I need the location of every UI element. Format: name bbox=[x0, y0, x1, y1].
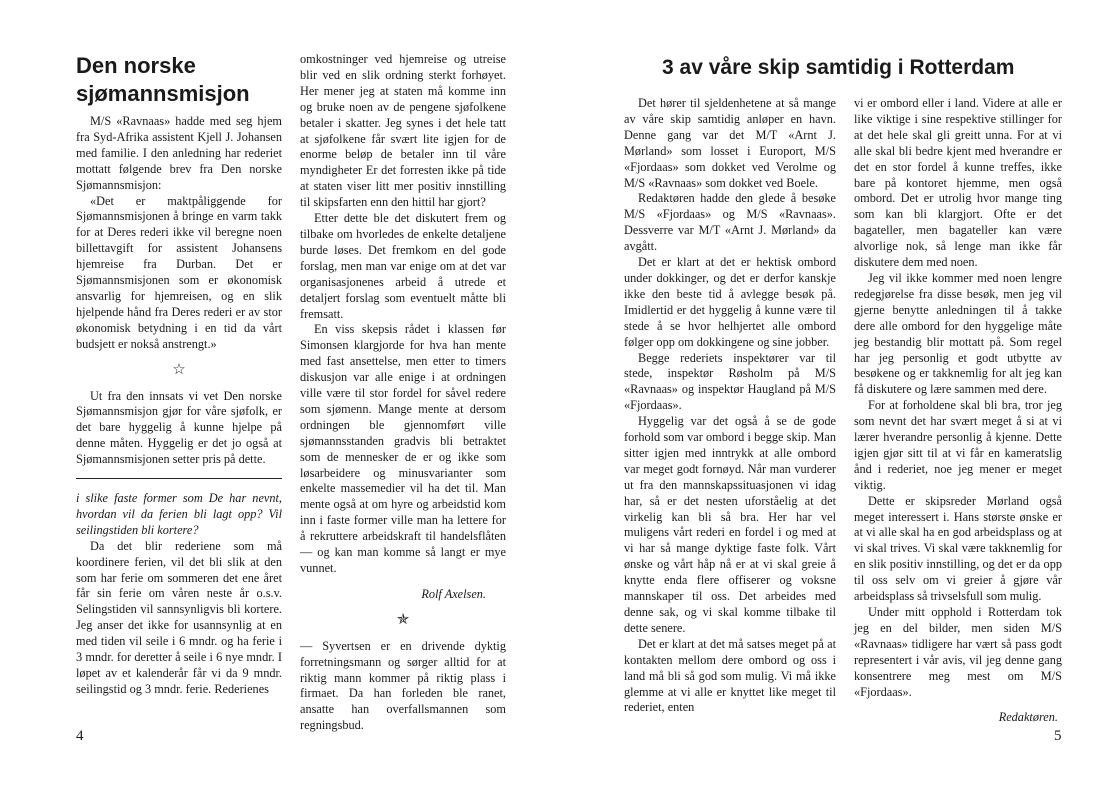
paragraph: Det er klart at det må satses meget på at kontakten mellom dere ombord og oss i land må bli så god som mulig. Vi må ikke glemme at vi alle er knyttet like meget til rederiet, enten bbox=[624, 636, 836, 715]
page-number: 4 bbox=[76, 728, 84, 744]
author-signature: Rolf Axelsen. bbox=[421, 586, 486, 601]
right-page bbox=[550, 0, 1100, 801]
paragraph: Da det blir rederiene som må koordinere ferien, vil det bli slik at den som har ferie om sommeren det ene året får sin ferie om våren neste år o.s.v. Selingstiden vil sannsynligvis bli kortere. Jeg anser det ikke for usannsynlig at en med tiden vil seile i 6 mndr. og ha ferie i 3 mndr. for deretter å seile i 6 nye mndr. I løpet av et kalenderår får vi da 9 mndr. seilingstid og 3 mndr. ferie. Rederienes bbox=[76, 538, 282, 696]
paragraph: Hyggelig var det også å se de gode forhold som var ombord i begge skip. Man sitter igjen med inntrykk at alle ombord var meget godt fornøyd. Når man vurderer ut fra den mannskapssituasjonen vi idag har, så er det nesten uforståelig at det virkelig kan bli så bra. Her har vel muligens vårt rederi en fordel i og med at vi har så mange dyktige faste folk. Vårt ønske og vårt håp nå er at vi skal greie å knytte enda flere offiserer og voksne mannskaper til oss. Det arbeides med denne sak, og vi skal komme tilbake til dette senere. bbox=[624, 414, 836, 635]
letter-quote: «Det er maktpåliggende for Sjømannsmisjonen å bringe en varm takk for at Deres rederi ikke vil beregne noen billettavgift for assistent Johansens hjemreise fra Durban. Det er Sjømannsmisjonen som er økonomisk ansvarlig for hjemreisen, og en slik hjelpende hånd fra Deres rederi er av stor økonomisk betydning i en tid da vårt budsjett er nokså anstrengt.» bbox=[76, 193, 282, 351]
star-icon: ☆ bbox=[172, 361, 186, 378]
left-column-1 bbox=[76, 114, 282, 698]
paragraph: Etter dette ble det diskutert frem og tilbake om hvorledes de enkelte detaljene burde løses. Det fremkom en del gode forslag, men man var enige om at det var organisasjonenes arbeid å utrede et detaljert forslag som eventuelt måtte bli fremsatt. bbox=[300, 211, 506, 321]
anecdote: — Syvertsen er en drivende dyktig forretningsmann og sørger alltid for at riktig mann kommer på riktig plass i firmaet. Da han forleden ble ranet, ansatte han overfallsmannen som regningsbud. bbox=[300, 638, 506, 733]
article-title-rotterdam: 3 av våre skip samtidig i Rotterdam bbox=[662, 56, 1015, 79]
right-column-2 bbox=[854, 96, 1062, 732]
page-number: 5 bbox=[1054, 728, 1062, 744]
paragraph: M/S «Ravnaas» hadde med seg hjem fra Syd-Afrika assistent Kjell J. Johansen med familie. I den anledning har rederiet mottatt følgende brev fra Den norske Sjømannsmisjon: bbox=[76, 114, 282, 192]
paragraph: Under mitt opphold i Rotterdam tok jeg en del bilder, men siden M/S «Ravnaas» tidligere har vært så pass godt representert i vår avis, vil jeg denne gang konsentrere meg mest om M/S «Fjordaas». bbox=[854, 605, 1062, 699]
paragraph: En viss skepsis rådet i klassen før Simonsen klargjorde for hva han mente med fast ansettelse, men etter to timers diskusjon var alle enige i at ordningen ville være til stor fordel for såvel redere som sjømenn. Mange mente at dersom ordningen ble gjennomført ville sjømannsstanden gradvis bli betraktet som de mennesker de er og ikke som løsarbeidere og minusvarianter som enkelte massemedier vil ha det til. Man mente også at om hyre og arbeidstid kom inn i faste former ville man ha lettere for å rekruttere arbeidskraft til handelsflåten — og kan man komme så langt er mye vunnet. bbox=[300, 322, 506, 575]
editor-signature: Redaktøren. bbox=[998, 710, 1058, 725]
paragraph: Redaktøren hadde den glede å besøke M/S «Fjordaas» og M/S «Ravnaas». Dessverre var M/T «Arnt J. Mørland» da avgått. bbox=[624, 191, 836, 254]
paragraph: Ut fra den innsats vi vet Den norske Sjømannsmisjon gjør for våre sjøfolk, er det bare hyggelig å kunne hjelpe på denne måten. Hyggelig er det jo også at Sjømannsmisjonen setter pris på dette. bbox=[76, 388, 282, 467]
paragraph: Det hører til sjeldenhetene at så mange av våre skip samtidig anløper en havn. Denne gang var det M/T «Arnt J. Mørland» som losset i Europort, M/S «Fjordaas» som dokket ved Verolme og M/S «Ravnaas» som dokket ved Boele. bbox=[624, 96, 836, 190]
paragraph: For at forholdene skal bli bra, tror jeg som nevnt det har svært meget å si at vi lærer hverandre personlig å kjenne. Dette igjen gjør sitt til at vi får en kameratslig ånd i rederiet, noe jeg mener er meget viktig. bbox=[854, 398, 1062, 492]
paragraph: Det er klart at det er hektisk ombord under dokkinger, og det er derfor kanskje ikke den beste tid å avlegge besøk på. Imidlertid er det hyggelig å kunne være til stede å se hvor helhjertet alle ombord følger opp om dokkingene og sine jobber. bbox=[624, 255, 836, 349]
star-icon: ✯ bbox=[396, 611, 410, 628]
right-column-1 bbox=[624, 96, 836, 716]
left-column-2 bbox=[300, 52, 506, 734]
article-title-misjon: Den norske sjømannsmisjon bbox=[76, 53, 250, 106]
paragraph: vi er ombord eller i land. Videre at alle er like viktige i sine respektive stillinger for at det hele skal gli greitt unna. For at vi alle skal bli bedre kjent med hverandre er det en stor fordel å kunne treffes, ikke bare på kontoret hjemme, men også ombord. Det er utrolig hvor mange ting som kan bli klargjort. Ofte er det bagateller, men bagateller kan være alvorlige nok, så lenge man ikke får diskutere dem med noen. bbox=[854, 96, 1062, 270]
paragraph: Begge rederiets inspektører var til stede, inspektør Røsholm på M/S «Ravnaas» og inspektør Haugland på M/S «Fjordaas». bbox=[624, 350, 836, 413]
paragraph: omkostninger ved hjemreise og utreise blir ved en slik ordning sterkt forhøyet. Her mener jeg at staten må komme inn og bruke noen av de pengene sjøfolkene betaler i skatter. Jeg synes i det hele tatt at sjøfolkene får svært lite igjen for de enorme beløp de betaler inn til våre myndigheter Er det forresten ikke på tide at staten viser litt mer positiv innstilling til skipsfarten enn den hittil har gjort? bbox=[300, 52, 506, 210]
paragraph: Jeg vil ikke kommer med noen lengre redegjørelse fra disse besøk, men jeg vil gjerne benytte anledningen til å takke dere alle ombord for den hyggelige måte jeg bestandig blir mottatt på. Som regel har jeg personlig et godt utbytte av besøkene og er takknemlig for alt jeg kan få diskutere og lære sammen med dere. bbox=[854, 270, 1062, 397]
paragraph: Dette er skipsreder Mørland også meget interessert i. Hans største ønske er at vi alle skal ha en god arbeidsplass og at vi skal trives. Vi skal være takknemlig for en slik positiv innstilling, og det er da opp til oss selv om vi greier å gjøre vår arbeidsplass så trivselsfull som mulig. bbox=[854, 493, 1062, 604]
interview-question: i slike faste former som De har nevnt, hvordan vil da ferien bli lagt opp? Vil seilingstiden bli kortere? bbox=[76, 491, 282, 537]
section-divider bbox=[76, 478, 282, 479]
